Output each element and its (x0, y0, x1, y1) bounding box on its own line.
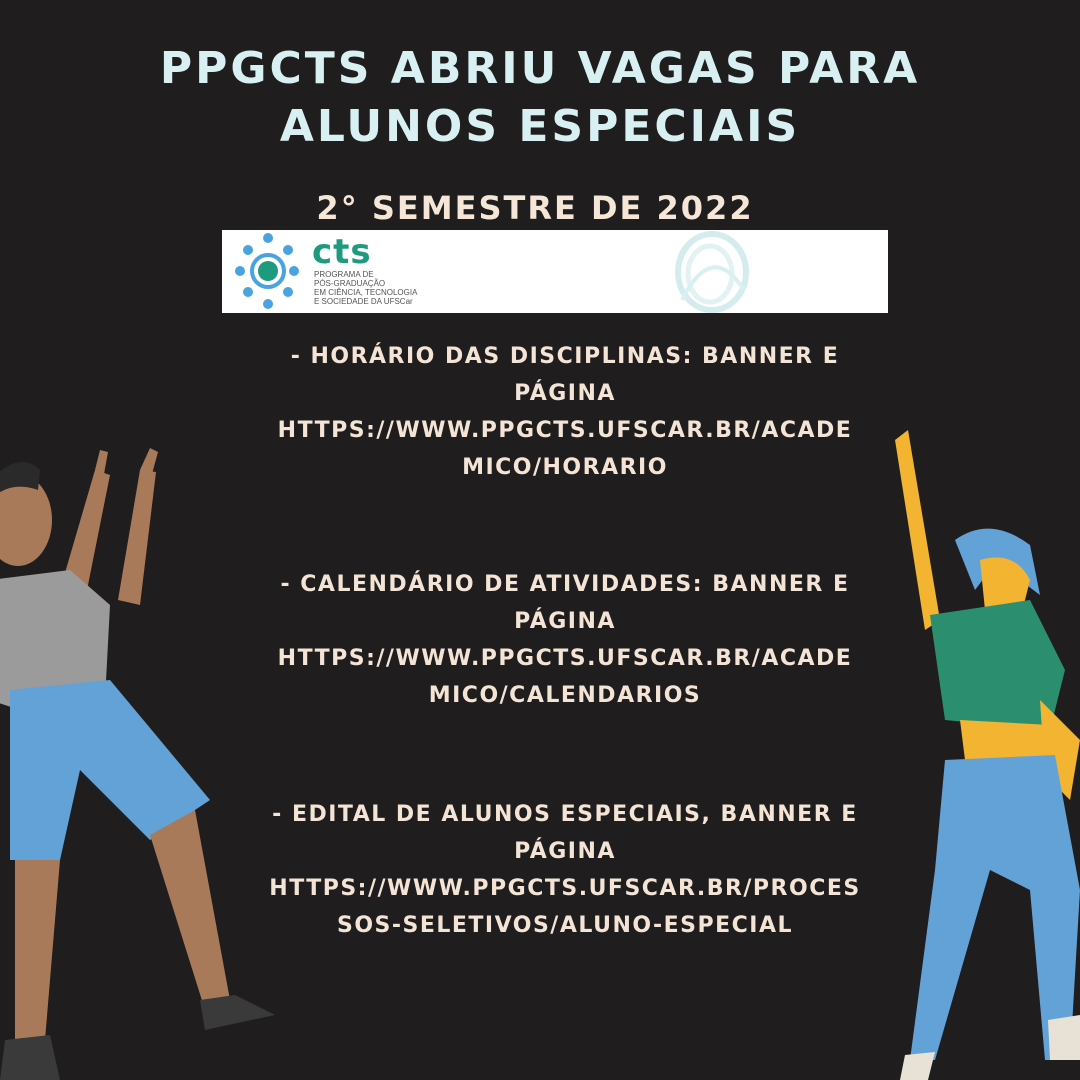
info-url: MICO/CALENDARIOS (428, 683, 702, 708)
swirl-watermark-icon (652, 230, 772, 313)
info-url: HTTPS://WWW.PPGCTS.UFSCAR.BR/ACADE (277, 646, 853, 671)
info-block-horario (250, 338, 880, 486)
cts-logo-icon (228, 230, 300, 313)
info-label: PÁGINA (514, 839, 616, 864)
info-label: - CALENDÁRIO DE ATIVIDADES: BANNER E (280, 572, 850, 597)
info-url: MICO/HORARIO (462, 455, 668, 480)
info-label: - EDITAL DE ALUNOS ESPECIAIS, BANNER E (272, 802, 858, 827)
page-subtitle: 2° SEMESTRE DE 2022 (316, 189, 754, 227)
page-title (0, 40, 1080, 156)
logo-wordmark: cts (312, 232, 372, 272)
info-url: HTTPS://WWW.PPGCTS.UFSCAR.BR/ACADE (277, 418, 853, 443)
logo-subtext-line: E SOCIEDADE DA UFSCar (314, 297, 413, 306)
title-line-1: PPGCTS ABRIU VAGAS PARA (159, 43, 921, 94)
logo-subtext-line: PÓS-GRADUAÇÃO (314, 279, 386, 288)
info-label: PÁGINA (514, 381, 616, 406)
info-block-calendario (250, 566, 880, 714)
dancing-man-illustration (0, 440, 300, 1080)
info-label: - HORÁRIO DAS DISCIPLINAS: BANNER E (290, 344, 840, 369)
title-line-2: ALUNOS ESPECIAIS (279, 101, 801, 152)
logo-subtext-line: PROGRAMA DE (314, 270, 374, 279)
dancing-woman-illustration (880, 420, 1080, 1080)
info-url: HTTPS://WWW.PPGCTS.UFSCAR.BR/PROCES (269, 876, 861, 901)
info-url: SOS-SELETIVOS/ALUNO-ESPECIAL (336, 913, 794, 938)
info-block-edital (250, 796, 880, 944)
info-label: PÁGINA (514, 609, 616, 634)
logo-subtext (314, 270, 474, 306)
logo-subtext-line: EM CIÊNCIA, TECNOLOGIA (314, 288, 418, 297)
logo-banner (222, 230, 888, 313)
